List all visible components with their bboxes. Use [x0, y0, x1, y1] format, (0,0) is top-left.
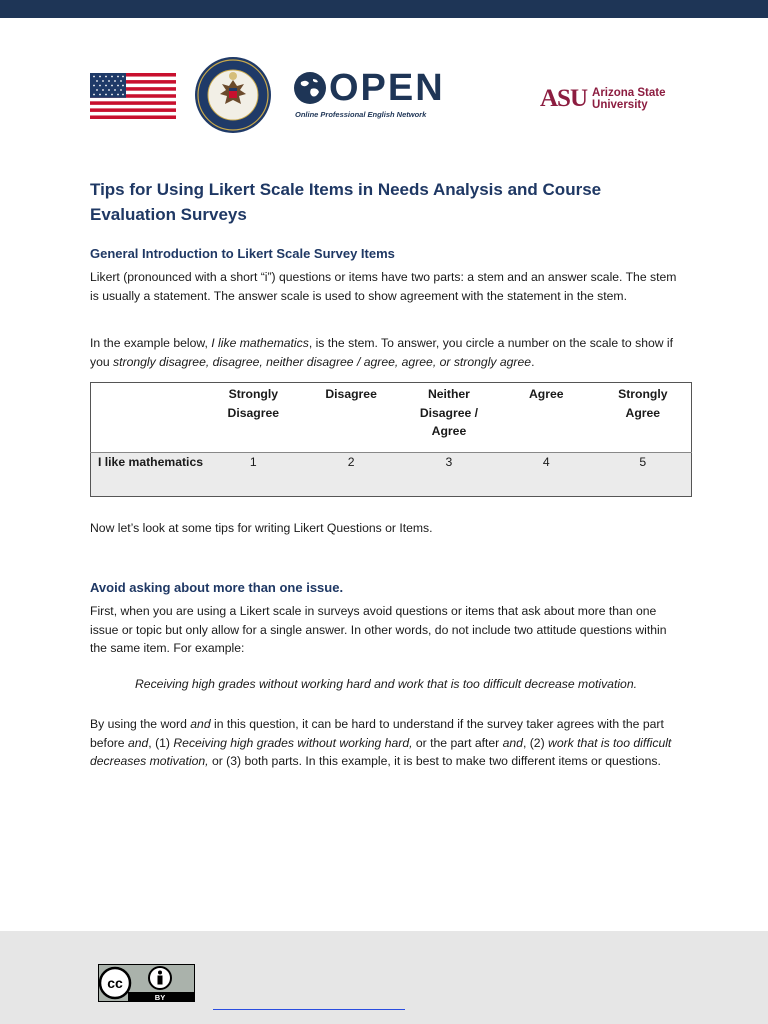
one-issue-paragraph: First, when you are using a Likert scale in surveys avoid questions or items that ask about more than one issue or topic but only allow for a single answer. In other words, do not include two attitude questions within the same item. For example: [90, 604, 667, 655]
globe-icon [293, 71, 327, 105]
table-cell: 5 [639, 455, 647, 469]
text-run: , (1) [148, 735, 174, 750]
section-heading-introduction: General Introduction to Likert Scale Survey Items [90, 246, 395, 261]
footer-license-link[interactable] [213, 996, 405, 1010]
section-heading-one-issue: Avoid asking about more than one issue. [90, 580, 344, 595]
us-flag-icon [90, 73, 176, 119]
text-run: In the example below, [90, 336, 212, 350]
table-stem-cell: I like mathematics [98, 455, 203, 469]
table-cell: 4 [542, 455, 550, 469]
table-header-cell [204, 383, 302, 453]
open-logo-text: OPEN [329, 67, 445, 109]
text-run: or the part after [412, 735, 503, 750]
table-header-row [91, 383, 692, 453]
open-network-logo [293, 67, 445, 124]
header-line: Agree [528, 387, 564, 401]
explanation-paragraph [90, 715, 682, 771]
text-run: in this question, it can be hard to understand if the survey taker agrees with the part before [90, 717, 664, 750]
transition-paragraph: Now let’s look at some tips for writing Likert Questions or Items. [90, 521, 433, 535]
scale-options-text: strongly disagree, disagree, neither disagree / agree, agree, or strongly agree [113, 354, 532, 369]
header-line: Neither [427, 387, 470, 401]
table-cell: 2 [347, 455, 355, 469]
open-logo-tagline: Online Professional English Network [295, 110, 427, 119]
text-run: , (2) [522, 735, 549, 750]
text-run-italic: work that is too difficult decreases motivation, [90, 735, 672, 768]
text-run: . [531, 354, 535, 369]
header-line: Disagree [325, 387, 377, 401]
table-row [91, 453, 692, 497]
example-quote: Receiving high grades without working hard and work that is too difficult decrease motivation. [135, 677, 637, 691]
cc-label: cc [107, 975, 123, 991]
asu-name-line2: University [592, 99, 648, 111]
text-run-italic: and [190, 717, 211, 731]
asu-logo-name [592, 87, 666, 111]
header-line: Strongly [618, 387, 668, 401]
document-title: Tips for Using Likert Scale Items in Needs Analysis and Course Evaluation Surveys [90, 180, 602, 224]
text-run: or (3) both parts. In this example, it is best to make two different items or questions. [208, 754, 661, 768]
stem-example-text: I like mathematics [211, 336, 309, 350]
text-run-italic: and [127, 735, 149, 750]
top-banner-bar [0, 0, 768, 18]
likert-example-table [90, 382, 692, 497]
text-run: , is the stem. To answer, you circle a number on the scale to show if you [90, 336, 674, 369]
header-line: Disagree [227, 405, 280, 420]
header-line: Agree [431, 424, 467, 438]
asu-logo-mark: ASU [540, 85, 588, 112]
table-header-cell [302, 383, 400, 453]
asu-name-line1: Arizona State [592, 87, 666, 99]
creative-commons-by-icon [98, 964, 195, 1002]
table-header-cell [400, 383, 498, 453]
table-header-cell [595, 383, 692, 453]
table-cell: 3 [445, 455, 453, 469]
header-line: Strongly [228, 387, 278, 401]
department-of-state-seal-icon [194, 56, 272, 134]
header-line: Disagree / [419, 405, 479, 420]
table-header-cell [498, 383, 595, 453]
text-run-italic: and [502, 735, 523, 750]
table-header-cell [91, 383, 205, 453]
header-line: Agree [625, 405, 661, 420]
intro-paragraph: Likert (pronounced with a short “i”) questions or items have two parts: a stem and an answer scale. The stem is usually a statement. The answer scale is used to show agreement with the statement in the stem. [90, 270, 677, 303]
text-run-italic: Receiving high grades without working hard, [173, 735, 413, 750]
by-label: BY [154, 993, 166, 1002]
text-run: By using the word [90, 717, 191, 731]
table-cell: 1 [249, 455, 257, 469]
example-paragraph [90, 334, 682, 371]
asu-logo [540, 84, 666, 114]
